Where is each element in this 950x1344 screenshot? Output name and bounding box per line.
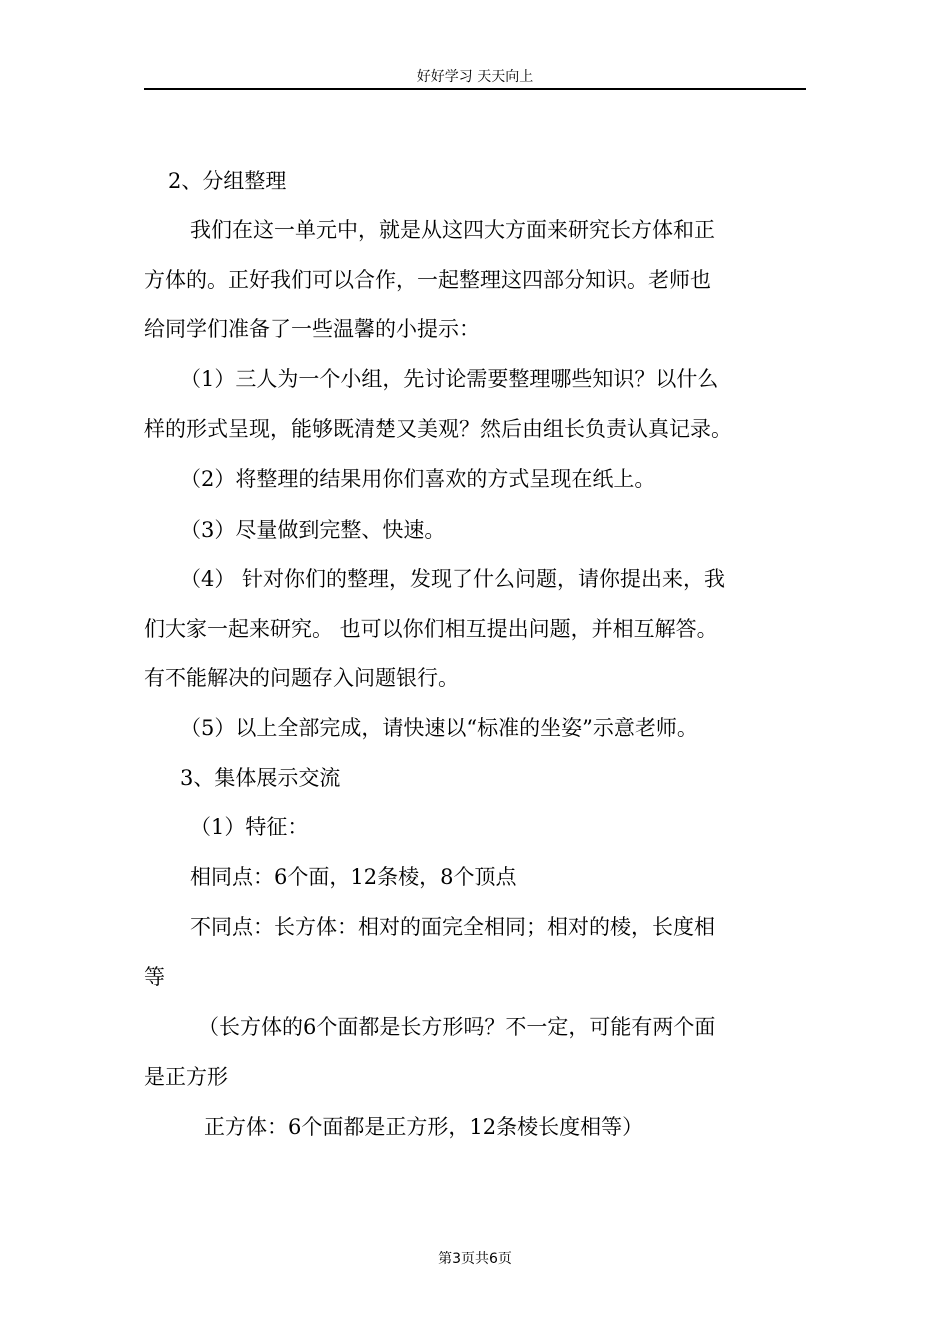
page-header: 好好学习 天天向上 bbox=[416, 69, 534, 85]
list-item-line: （2）将整理的结果用你们喜欢的方式呈现在纸上。 bbox=[180, 467, 656, 491]
paragraph-line: 正方体：6个面都是正方形，12条棱长度相等） bbox=[204, 1115, 644, 1139]
page-footer: 第3页共6页 bbox=[438, 1251, 512, 1267]
paragraph-line: （长方体的6个面都是长方形吗？不一定，可能有两个面 bbox=[198, 1015, 716, 1039]
sub-heading: （1）特征： bbox=[190, 815, 309, 839]
list-item-line: （1）三人为一个小组，先讨论需要整理哪些知识？以什么 bbox=[180, 367, 719, 391]
paragraph-line: 相同点：6个面，12条棱，8个顶点 bbox=[190, 865, 517, 889]
paragraph-line: 方体的。正好我们可以合作，一起整理这四部分知识。老师也 bbox=[144, 268, 711, 292]
paragraph-line: 是正方形 bbox=[144, 1065, 228, 1089]
paragraph-line: 不同点：长方体：相对的面完全相同；相对的棱，长度相 bbox=[190, 915, 715, 939]
paragraph-line: 等 bbox=[144, 965, 165, 989]
paragraph-line: 给同学们准备了一些温馨的小提示： bbox=[144, 317, 480, 341]
list-item-line: 们大家一起来研究。 也可以你们相互提出问题，并相互解答。 bbox=[144, 617, 718, 641]
list-item-line: 样的形式呈现，能够既清楚又美观？然后由组长负责认真记录。 bbox=[144, 417, 732, 441]
section-heading: 2、分组整理 bbox=[168, 169, 287, 193]
section-heading: 3、集体展示交流 bbox=[180, 766, 341, 790]
list-item-line: 有不能解决的问题存入问题银行。 bbox=[144, 666, 459, 690]
paragraph-line: 我们在这一单元中，就是从这四大方面来研究长方体和正 bbox=[190, 218, 715, 242]
list-item-line: （5）以上全部完成，请快速以“标准的坐姿”示意老师。 bbox=[180, 716, 698, 740]
list-item-line: （3）尽量做到完整、快速。 bbox=[180, 518, 446, 542]
list-item-line: （4） 针对你们的整理，发现了什么问题，请你提出来，我 bbox=[180, 567, 726, 591]
header-divider bbox=[144, 88, 806, 90]
